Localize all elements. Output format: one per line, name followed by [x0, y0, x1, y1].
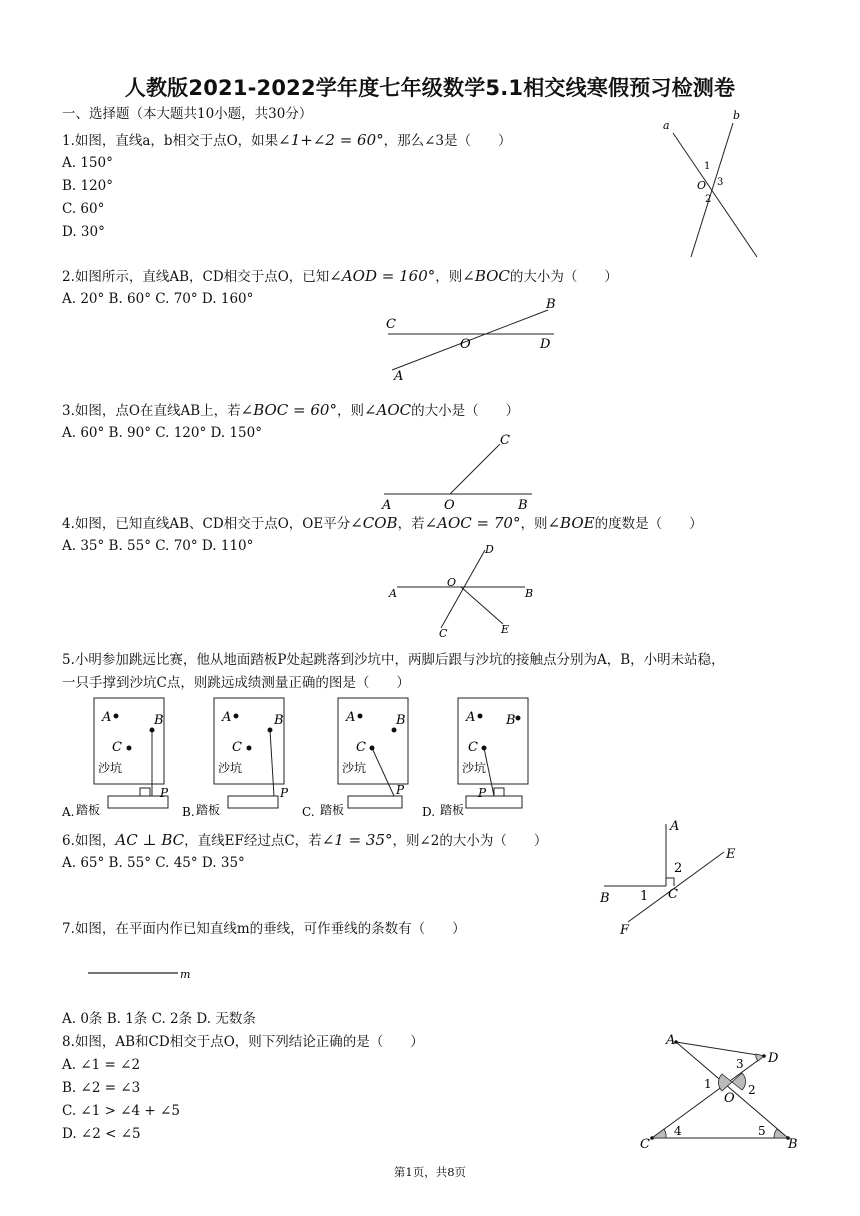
q1-stem-a: 1.如图，直线a，b相交于点O，如果 [62, 133, 279, 149]
q5-line2: 一只手撑到沙坑C点，则跳远成绩测量正确的图是（ ） [62, 675, 410, 691]
q6-formula-a: AC ⊥ BC [115, 831, 185, 849]
svg-text:C: C [356, 740, 366, 755]
section-heading: 一、选择题（本大题共10小题，共30分） [62, 106, 313, 122]
q7-stem: 7.如图，在平面内作已知直线m的垂线，可作垂线的条数有（ ） [62, 921, 466, 937]
q1-label-a: a [663, 119, 670, 132]
q2-formula: ∠AOD = 160° [329, 267, 436, 285]
q8-label-b: B [788, 1137, 798, 1152]
q8-label-5: 5 [758, 1124, 766, 1138]
q1-label-2: 2 [705, 194, 712, 205]
q4-stem-c: ，则 [520, 516, 548, 532]
svg-text:A: A [466, 710, 476, 725]
svg-text:P: P [280, 786, 289, 800]
q1-stem-b: ，那么∠3是（ ） [383, 133, 512, 149]
q6-label-a: A [670, 819, 680, 834]
svg-text:沙坑: 沙坑 [98, 761, 123, 775]
q2-stem-b: ，则 [435, 269, 463, 285]
q8-label-c: C [640, 1137, 650, 1152]
svg-text:C: C [112, 740, 122, 755]
q1-label-1: 1 [704, 161, 711, 172]
q1-option-c[interactable]: C. 60° [62, 201, 105, 217]
q2-label-o: O [460, 337, 471, 352]
q1-label-3: 3 [717, 177, 724, 188]
q8-label-a: A [666, 1033, 676, 1048]
svg-text:沙坑: 沙坑 [218, 761, 243, 775]
q8-option-a[interactable]: A. ∠1 = ∠2 [62, 1057, 141, 1073]
svg-text:A: A [102, 710, 112, 725]
q4-stem-a: 4.如图，已知直线AB、CD相交于点O，OE平分 [62, 516, 351, 532]
svg-text:P: P [396, 783, 405, 797]
q8-stem: 8.如图，AB和CD相交于点O，则下列结论正确的是（ ） [62, 1034, 424, 1050]
svg-text:A: A [346, 710, 356, 725]
q8-label-3: 3 [736, 1057, 744, 1071]
q5-figure-d [422, 696, 542, 820]
svg-text:踏板: 踏板 [76, 803, 101, 817]
q2-label-d: D [540, 337, 551, 352]
q2-label-a: A [394, 369, 404, 384]
q1-label-o: O [697, 179, 707, 192]
q8-label-d: D [768, 1051, 779, 1066]
svg-text:D.: D. [422, 805, 436, 819]
svg-text:沙坑: 沙坑 [462, 761, 487, 775]
q8-label-2: 2 [748, 1083, 756, 1097]
q5-option-a[interactable] [62, 696, 182, 824]
q6-label-f: F [620, 923, 630, 938]
q8-figure [636, 1026, 806, 1152]
q3-figure [376, 430, 546, 514]
svg-text:C: C [468, 740, 478, 755]
q6-label-c: C [668, 887, 678, 902]
svg-text:P: P [478, 786, 487, 800]
svg-text:B.: B. [182, 805, 195, 819]
q3-label-b: B [518, 498, 528, 513]
svg-text:沙坑: 沙坑 [342, 761, 367, 775]
q3-label-c: C [500, 433, 510, 448]
q2-stem [62, 266, 618, 287]
q1-label-b: b [733, 109, 741, 122]
q4-stem [62, 513, 703, 534]
svg-text:B: B [154, 713, 164, 728]
q4-formula: ∠COB [350, 514, 398, 532]
q8-option-c[interactable]: C. ∠1 > ∠4 + ∠5 [62, 1103, 180, 1119]
q4-label-b: B [525, 587, 534, 600]
q1-formula: ∠1+∠2 = 60° [278, 131, 384, 149]
q2-formula2: ∠BOC [462, 267, 510, 285]
q3-formula: ∠BOC = 60° [240, 401, 337, 419]
q1-option-b[interactable]: B. 120° [62, 178, 114, 194]
q3-stem-b: ，则 [336, 403, 364, 419]
q4-formula3: ∠BOE [547, 514, 595, 532]
q5-option-d[interactable] [422, 696, 542, 824]
q4-label-d: D [485, 543, 494, 556]
q2-stem-c: 的大小为（ ） [509, 269, 618, 285]
q5-figure-c [302, 696, 422, 820]
svg-text:A.: A. [62, 805, 75, 819]
q5-figure-b [182, 696, 302, 820]
svg-text:B: B [396, 713, 406, 728]
q5-option-c[interactable] [302, 696, 422, 824]
q6-options[interactable]: A. 65° B. 55° C. 45° D. 35° [62, 855, 245, 871]
q6-label-2: 2 [674, 861, 683, 876]
q3-formula2: ∠AOC [363, 401, 412, 419]
q2-stem-a: 2.如图所示，直线AB，CD相交于点O，已知 [62, 269, 330, 285]
q3-label-a: A [382, 498, 392, 513]
svg-text:踏板: 踏板 [196, 803, 221, 817]
q3-stem-c: 的大小是（ ） [411, 403, 520, 419]
q7-figure [84, 964, 204, 984]
svg-text:A: A [222, 710, 232, 725]
q8-option-d[interactable]: D. ∠2 < ∠5 [62, 1126, 141, 1142]
q1-stem [62, 130, 512, 151]
q3-options[interactable]: A. 60° B. 90° C. 120° D. 150° [62, 425, 262, 441]
q7-label-m: m [180, 968, 191, 981]
q5-figure-a [62, 696, 182, 820]
q4-label-a: A [389, 587, 397, 600]
q2-label-c: C [386, 317, 396, 332]
q4-label-e: E [501, 623, 510, 636]
q6-stem-b: ，直线EF经过点C，若 [184, 833, 322, 849]
q6-figure [588, 812, 748, 940]
q8-label-o: O [724, 1091, 735, 1106]
q6-stem-c: ，则∠2的大小为（ ） [392, 833, 548, 849]
q3-stem-a: 3.如图，点O在直线AB上，若 [62, 403, 241, 419]
q2-options[interactable]: A. 20° B. 60° C. 70° D. 160° [62, 291, 254, 307]
q4-figure [385, 540, 545, 640]
q5-option-b[interactable] [182, 696, 302, 824]
q1-option-d[interactable]: D. 30° [62, 224, 105, 240]
svg-text:踏板: 踏板 [440, 803, 465, 817]
svg-text:B: B [274, 713, 284, 728]
q8-label-1: 1 [704, 1077, 712, 1091]
q4-stem-b: ，若 [397, 516, 425, 532]
q4-formula2: ∠AOC = 70° [424, 514, 521, 532]
page-title: 人教版2021-2022学年度七年级数学5.1相交线寒假预习检测卷 [124, 76, 736, 100]
q7-options[interactable]: A. 0条 B. 1条 C. 2条 D. 无数条 [62, 1011, 256, 1027]
q6-stem [62, 830, 547, 851]
q8-option-b[interactable]: B. ∠2 = ∠3 [62, 1080, 141, 1096]
q3-stem [62, 400, 519, 421]
svg-text:踏板: 踏板 [320, 803, 345, 817]
q4-stem-d: 的度数是（ ） [594, 516, 703, 532]
svg-text:P: P [160, 786, 169, 800]
q6-stem-a: 6.如图， [62, 833, 116, 849]
q5-line1: 5.小明参加跳远比赛，他从地面踏板P处起跳落到沙坑中，两脚后跟与沙坑的接触点分别为A，B，小明未站稳， [62, 652, 725, 668]
q2-figure [380, 292, 580, 384]
q4-label-o: O [447, 576, 457, 589]
q6-formula: ∠1 = 35° [321, 831, 393, 849]
svg-text:C.: C. [302, 805, 315, 819]
q6-label-b: B [600, 891, 610, 906]
q1-option-a[interactable]: A. 150° [62, 155, 113, 171]
q4-options[interactable]: A. 35° B. 55° C. 70° D. 110° [62, 538, 254, 554]
q6-label-1: 1 [640, 889, 649, 904]
q8-label-4: 4 [674, 1124, 682, 1138]
q2-label-b: B [546, 297, 556, 312]
page-footer: 第1页，共8页 [393, 1165, 467, 1179]
q3-label-o: O [444, 498, 455, 513]
svg-text:C: C [232, 740, 242, 755]
svg-text:B: B [506, 713, 516, 728]
q4-label-c: C [439, 627, 448, 640]
q6-label-e: E [726, 847, 736, 862]
q1-figure [655, 105, 775, 265]
